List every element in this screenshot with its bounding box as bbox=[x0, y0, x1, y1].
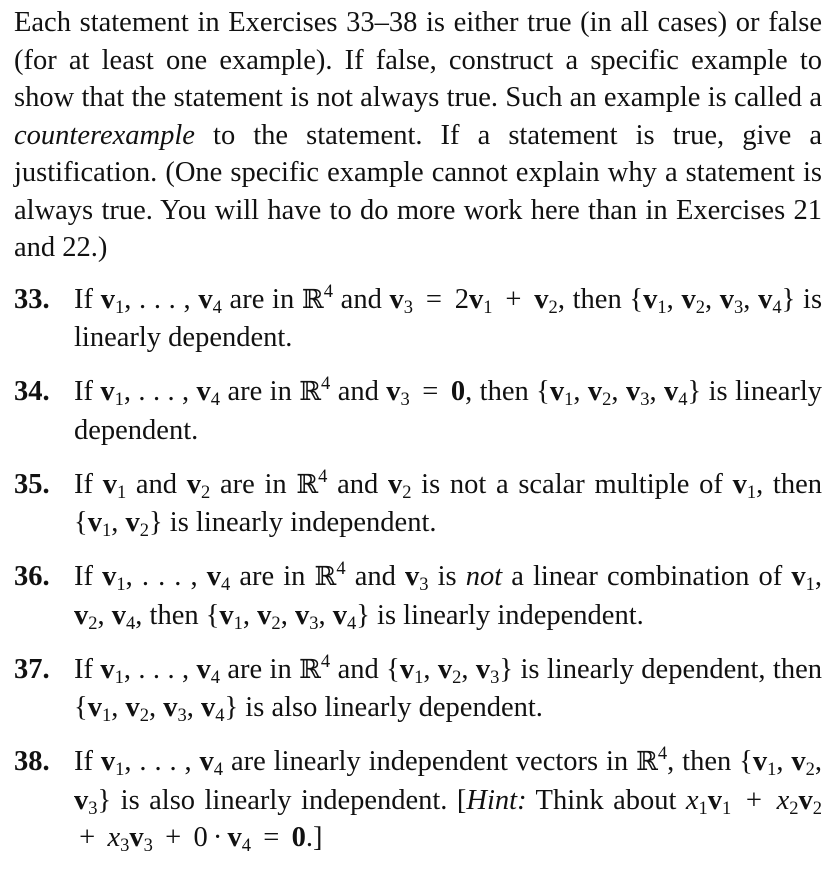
exercise-number: 36. bbox=[14, 561, 50, 592]
instructions-text-2: to the statement. If a statement is true, give a justification. (One specific example cannot explain why a statement is always true. You will have to do more work here than in Exercises 21 and 22.) bbox=[14, 119, 822, 263]
exercise-34 bbox=[14, 373, 822, 449]
exercise-number: 38. bbox=[14, 746, 50, 777]
exercise-number: 37. bbox=[14, 653, 50, 685]
exercise-number: 33. bbox=[14, 283, 50, 315]
exercise-statement: If $v_1$, . . . , $v_4$ are in ℝ$^4$ and $v_3$ is not a linear combination of $v_1$, $v_2$, $v_4$, then {$v_1$, $v_2$, $v_3$, $v_4$} is linearly independent. bbox=[74, 557, 822, 634]
exercise-number: 35. bbox=[14, 468, 50, 500]
exercise-statement: If $v_1$, . . . , $v_4$ are in ℝ$^4$ and $v_3 = 2v_1 + v_2$, then {$v_1$, $v_2$, $v_3$, $v_4$} is linearly dependent. bbox=[74, 280, 823, 353]
exercise-33 bbox=[14, 281, 822, 357]
instructions-text-1: Each statement in Exercises 33–38 is either true (in all cases) or false (for at least one example). If false, construct a specific example to show that the statement is not always true. Such an example is called a bbox=[14, 7, 822, 113]
exercise-list bbox=[14, 281, 822, 857]
instructions-paragraph bbox=[14, 4, 822, 267]
exercise-statement: If $v_1$ and $v_2$ are in ℝ$^4$ and $v_2$ is not a scalar multiple of $v_1$, then {$v_1$, $v_2$} is linearly independent. bbox=[74, 465, 822, 542]
exercise-36 bbox=[14, 558, 822, 634]
counterexample-term: counterexample bbox=[14, 119, 195, 151]
exercise-37 bbox=[14, 651, 822, 727]
exercise-35 bbox=[14, 466, 822, 542]
exercise-statement: If $v_1$, . . . , $v_4$ are linearly independent vectors in ℝ$^4$, then {$v_1$, $v_2$, $v_3$} is also linearly independent. [Hint: Think about $x_1v_1 + x_2v_2 + x_3v_3 + 0 \cdot v_4 = 0$.] bbox=[74, 742, 823, 857]
exercise-statement: If $v_1$, . . . , $v_4$ are in ℝ$^4$ and {$v_1$, $v_2$, $v_3$} is linearly dependent, then {$v_1$, $v_2$, $v_3$, $v_4$} is also linearly dependent. bbox=[74, 650, 822, 727]
exercise-statement: If $v_1$, . . . , $v_4$ are in ℝ$^4$ and $v_3 = 0$, then {$v_1$, $v_2$, $v_3$, $v_4$} is linearly dependent. bbox=[74, 372, 823, 446]
exercise-number: 34. bbox=[14, 376, 50, 407]
exercise-38 bbox=[14, 743, 822, 857]
